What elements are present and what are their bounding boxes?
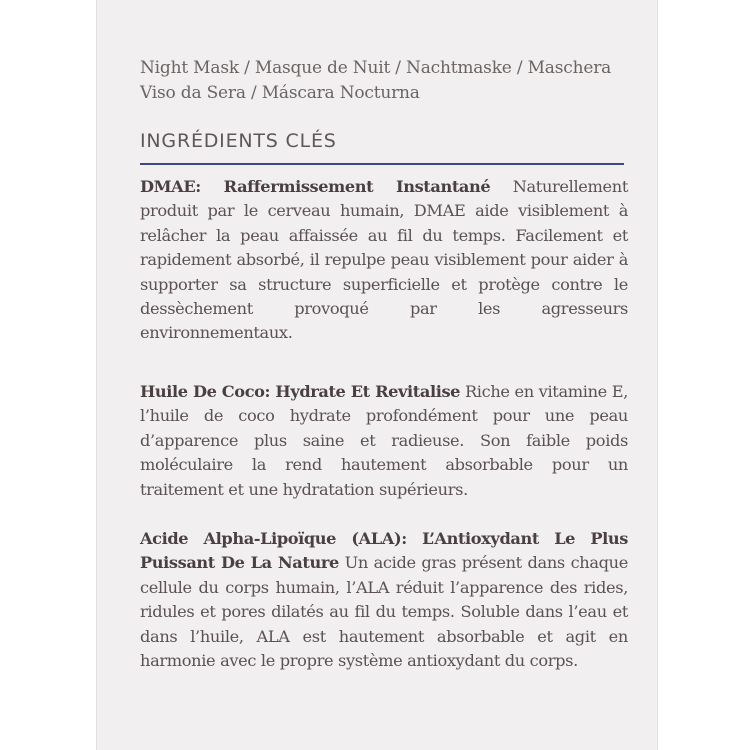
packaging-panel: [96, 0, 658, 750]
ingredient-description: Naturellement produit par le cerveau humain, DMAE aide visiblement à relâcher la peau affaissée au fil du temps. Facilement et rapidement absorbé, il repulpe peau visiblement pour aider à supporter sa structure superficielle et protège contre le dessèchement provoqué par les agresseurs environnementaux.: [140, 177, 628, 343]
section-heading: INGRÉDIENTS CLÉS: [140, 130, 337, 152]
ingredient-paragraph: [140, 380, 628, 502]
ingredient-description: Un acide gras présent dans chaque cellule du corps humain, l’ALA réduit l’apparence des rides, ridules et pores dilatés au fil du temps. Soluble dans l’eau et dans l’huile, ALA est hautement absorbable et agit en harmonie avec le propre système antioxydant du corps.: [140, 553, 628, 671]
ingredient-title: Acide Alpha-Lipoïque (ALA): L’Antioxydant Le Plus Puissant De La Nature: [140, 529, 628, 573]
heading-divider: [140, 163, 624, 165]
ingredient-description: Riche en vitamine E, l’huile de coco hydrate profondément pour une peau d’apparence plus saine et radieuse. Son faible poids moléculaire la rend hautement absorbable pour un traitement et une hydratation supérieurs.: [140, 382, 629, 499]
ingredient-paragraph: [140, 527, 628, 673]
ingredient-title: DMAE: Raffermissement Instantané: [140, 177, 491, 196]
product-names: Night Mask / Masque de Nuit / Nachtmaske / Maschera Viso da Sera / Máscara Nocturna: [140, 58, 612, 103]
ingredient-title: Huile De Coco: Hydrate Et Revitalise: [140, 382, 461, 401]
ingredient-paragraph: [140, 175, 628, 346]
